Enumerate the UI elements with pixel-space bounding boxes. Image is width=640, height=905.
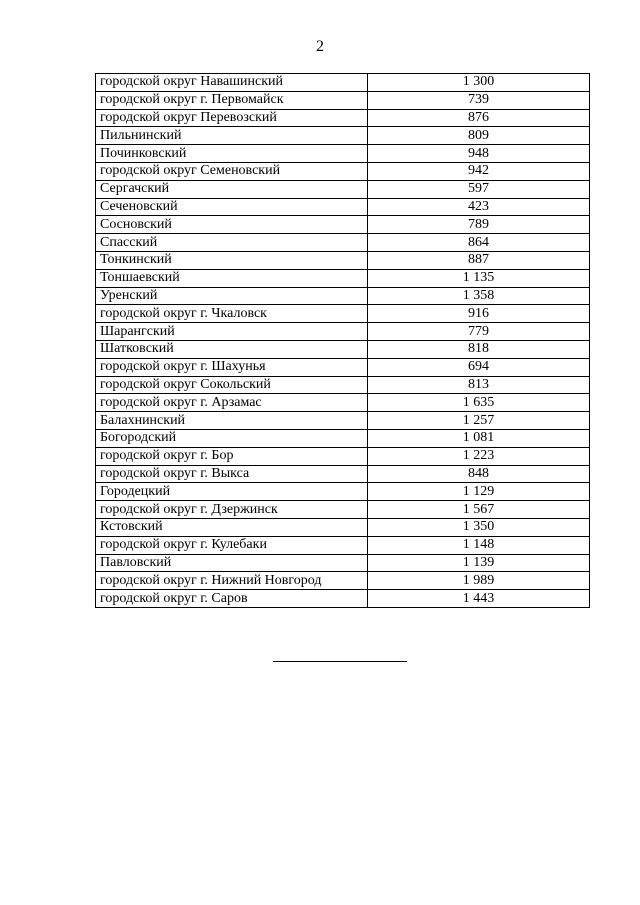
table-row (96, 145, 590, 163)
value-cell: 809 (368, 127, 590, 145)
district-name-cell: городской округ г. Бор (96, 447, 368, 465)
district-name-cell: Городецкий (96, 483, 368, 501)
value-cell: 423 (368, 198, 590, 216)
table-row (96, 109, 590, 127)
value-cell: 1 223 (368, 447, 590, 465)
value-cell: 1 300 (368, 74, 590, 92)
table-body (96, 74, 590, 608)
data-table (95, 73, 590, 608)
value-cell: 916 (368, 305, 590, 323)
value-cell: 1 567 (368, 501, 590, 519)
table-row (96, 447, 590, 465)
district-name-cell: Шарангский (96, 323, 368, 341)
value-cell: 876 (368, 109, 590, 127)
table-row (96, 376, 590, 394)
value-cell: 739 (368, 91, 590, 109)
district-name-cell: Богородский (96, 429, 368, 447)
district-name-cell: Балахнинский (96, 412, 368, 430)
district-name-cell: Шатковский (96, 340, 368, 358)
table-row (96, 572, 590, 590)
value-cell: 1 129 (368, 483, 590, 501)
district-name-cell: городской округ г. Выкса (96, 465, 368, 483)
district-name-cell: городской округ Перевозский (96, 109, 368, 127)
value-cell: 1 358 (368, 287, 590, 305)
district-name-cell: городской округ г. Шахунья (96, 358, 368, 376)
end-of-document-line (273, 661, 407, 662)
table-row (96, 394, 590, 412)
district-name-cell: городской округ г. Саров (96, 590, 368, 608)
table-row (96, 465, 590, 483)
table-row (96, 305, 590, 323)
value-cell: 1 635 (368, 394, 590, 412)
table-row (96, 91, 590, 109)
value-cell: 1 257 (368, 412, 590, 430)
district-name-cell: Сергачский (96, 180, 368, 198)
table-row (96, 483, 590, 501)
value-cell: 779 (368, 323, 590, 341)
value-cell: 789 (368, 216, 590, 234)
table-row (96, 554, 590, 572)
value-cell: 1 139 (368, 554, 590, 572)
table-row (96, 518, 590, 536)
table-row (96, 127, 590, 145)
district-name-cell: городской округ Семеновский (96, 162, 368, 180)
district-name-cell: городской округ г. Кулебаки (96, 536, 368, 554)
district-name-cell: городской округ г. Дзержинск (96, 501, 368, 519)
district-name-cell: Спасский (96, 234, 368, 252)
value-cell: 1 443 (368, 590, 590, 608)
table-row (96, 269, 590, 287)
table-row (96, 287, 590, 305)
page-number: 2 (316, 38, 324, 55)
value-cell: 818 (368, 340, 590, 358)
district-name-cell: Пильнинский (96, 127, 368, 145)
table-row (96, 536, 590, 554)
district-name-cell: Сосновский (96, 216, 368, 234)
table-row (96, 358, 590, 376)
district-name-cell: Кстовский (96, 518, 368, 536)
table-row (96, 216, 590, 234)
table-row (96, 429, 590, 447)
value-cell: 1 135 (368, 269, 590, 287)
table-row (96, 74, 590, 92)
table-row (96, 340, 590, 358)
district-name-cell: городской округ г. Нижний Новгород (96, 572, 368, 590)
district-name-cell: Павловский (96, 554, 368, 572)
district-name-cell: Починковский (96, 145, 368, 163)
table-row (96, 234, 590, 252)
value-cell: 1 989 (368, 572, 590, 590)
district-name-cell: городской округ Навашинский (96, 74, 368, 92)
value-cell: 864 (368, 234, 590, 252)
district-name-cell: Сеченовский (96, 198, 368, 216)
value-cell: 887 (368, 251, 590, 269)
value-cell: 948 (368, 145, 590, 163)
value-cell: 942 (368, 162, 590, 180)
district-name-cell: Тонкинский (96, 251, 368, 269)
table-row (96, 180, 590, 198)
value-cell: 848 (368, 465, 590, 483)
table-row (96, 501, 590, 519)
table-row (96, 162, 590, 180)
table-row (96, 251, 590, 269)
value-cell: 1 081 (368, 429, 590, 447)
value-cell: 694 (368, 358, 590, 376)
district-name-cell: городской округ г. Арзамас (96, 394, 368, 412)
table-row (96, 198, 590, 216)
value-cell: 813 (368, 376, 590, 394)
table-row (96, 412, 590, 430)
district-name-cell: Тоншаевский (96, 269, 368, 287)
table-row (96, 590, 590, 608)
value-cell: 1 148 (368, 536, 590, 554)
value-cell: 1 350 (368, 518, 590, 536)
value-cell: 597 (368, 180, 590, 198)
district-name-cell: городской округ Сокольский (96, 376, 368, 394)
district-name-cell: городской округ г. Первомайск (96, 91, 368, 109)
table-row (96, 323, 590, 341)
district-name-cell: Уренский (96, 287, 368, 305)
district-name-cell: городской округ г. Чкаловск (96, 305, 368, 323)
